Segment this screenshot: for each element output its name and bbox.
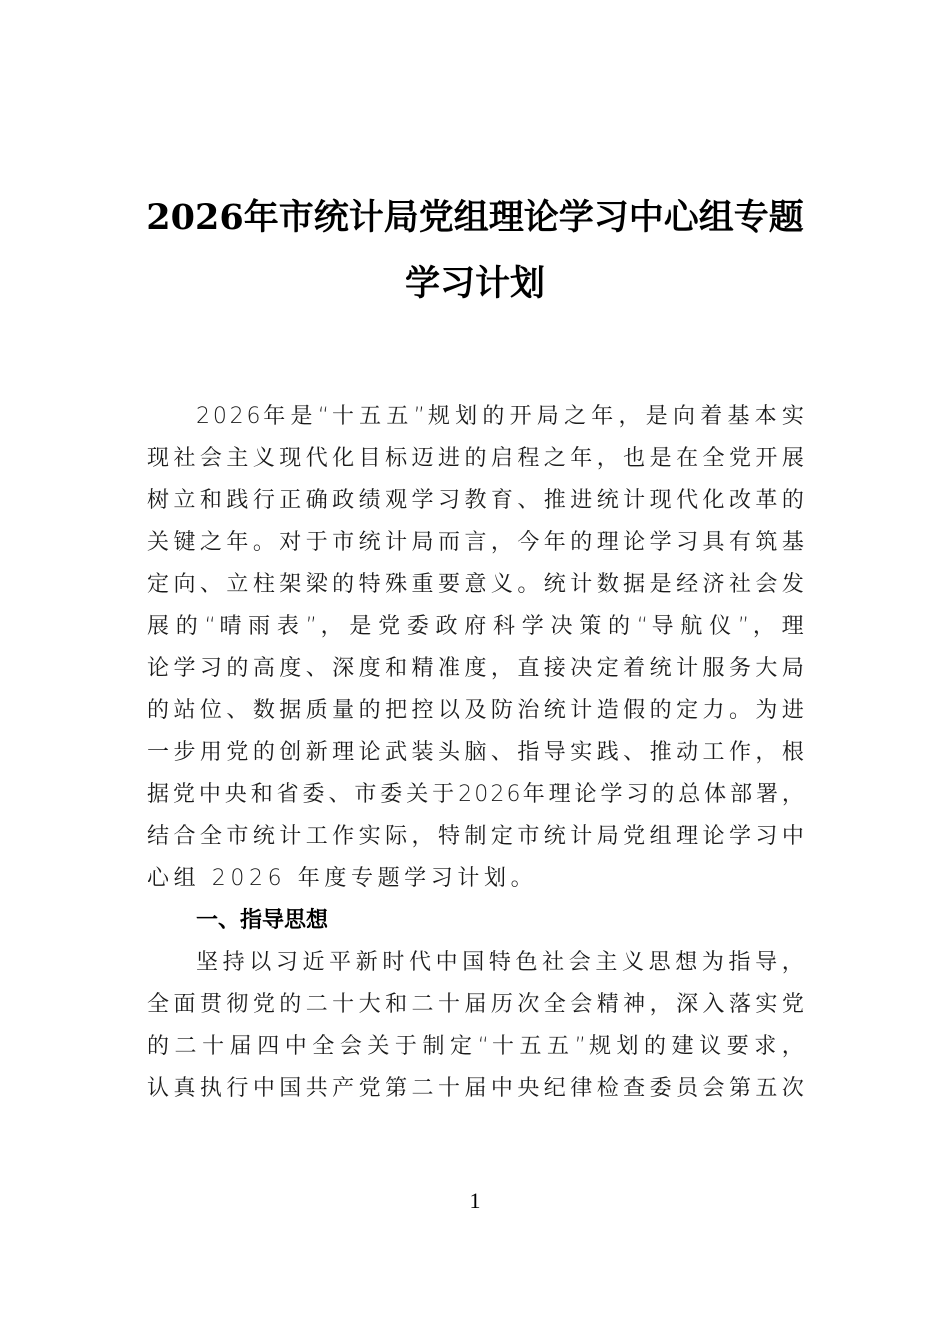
section-paragraph-line: 认 真 执 行 中 国 共 产 党 第 二 十 届 中 央 纪 律 检 查 委 员 会 第 五 次	[147, 1076, 804, 1101]
intro-paragraph-line: 心组 2026 年度专题学习计划。	[147, 866, 538, 891]
intro-paragraph-line: 2 0 2 6 年 是 “ 十 五 五 ” 规 划 的 开 局 之 年 ， 是 向 着 基 本 实	[196, 404, 804, 429]
section-paragraph-line: 坚 持 以 习 近 平 新 时 代 中 国 特 色 社 会 主 义 思 想 为 指 导 ，	[196, 950, 804, 975]
section-paragraph-line: 的 二 十 届 四 中 全 会 关 于 制 定 “ 十 五 五 ” 规 划 的 建 议 要 求 ，	[147, 1034, 804, 1059]
intro-paragraph-line: 的 站 位 、 数 据 质 量 的 把 控 以 及 防 治 统 计 造 假 的 定 力 。 为 进	[147, 698, 804, 723]
intro-paragraph-line: 展 的 “ 晴 雨 表 ” ， 是 党 委 政 府 科 学 决 策 的 “ 导 航 仪 ” ， 理	[147, 614, 804, 639]
intro-paragraph-line: 树 立 和 践 行 正 确 政 绩 观 学 习 教 育 、 推 进 统 计 现 代 化 改 革 的	[147, 488, 804, 513]
section-paragraph-line: 全 面 贯 彻 党 的 二 十 大 和 二 十 届 历 次 全 会 精 神 ， 深 入 落 实 党	[147, 992, 804, 1017]
document-title-line-2: 学习计划	[404, 263, 545, 304]
page-number: 1	[469, 1188, 481, 1213]
intro-paragraph-line: 现 社 会 主 义 现 代 化 目 标 迈 进 的 启 程 之 年 ， 也 是 在 全 党 开 展	[147, 446, 804, 471]
intro-paragraph-line: 定 向 、 立 柱 架 梁 的 特 殊 重 要 意 义 。 统 计 数 据 是 经 济 社 会 发	[147, 572, 804, 597]
section-heading-guiding-ideology: 一、指导思想	[196, 908, 329, 933]
intro-paragraph-line: 一 步 用 党 的 创 新 理 论 武 装 头 脑 、 指 导 实 践 、 推 动 工 作 ， 根	[147, 740, 804, 765]
intro-paragraph-line: 关 键 之 年 。 对 于 市 统 计 局 而 言 ， 今 年 的 理 论 学 习 具 有 筑 基	[147, 530, 804, 555]
intro-paragraph-line: 结 合 全 市 统 计 工 作 实 际 ， 特 制 定 市 统 计 局 党 组 理 论 学 习 中	[147, 824, 804, 849]
document-title-line-1: 2026年市统计局党组理论学习中心组专题	[146, 197, 804, 238]
intro-paragraph-line: 据 党 中 央 和 省 委 、 市 委 关 于 2 0 2 6 年 理 论 学 习 的 总 体 部 署 ，	[147, 782, 804, 807]
intro-paragraph-line: 论 学 习 的 高 度 、 深 度 和 精 准 度 ， 直 接 决 定 着 统 计 服 务 大 局	[147, 656, 804, 681]
